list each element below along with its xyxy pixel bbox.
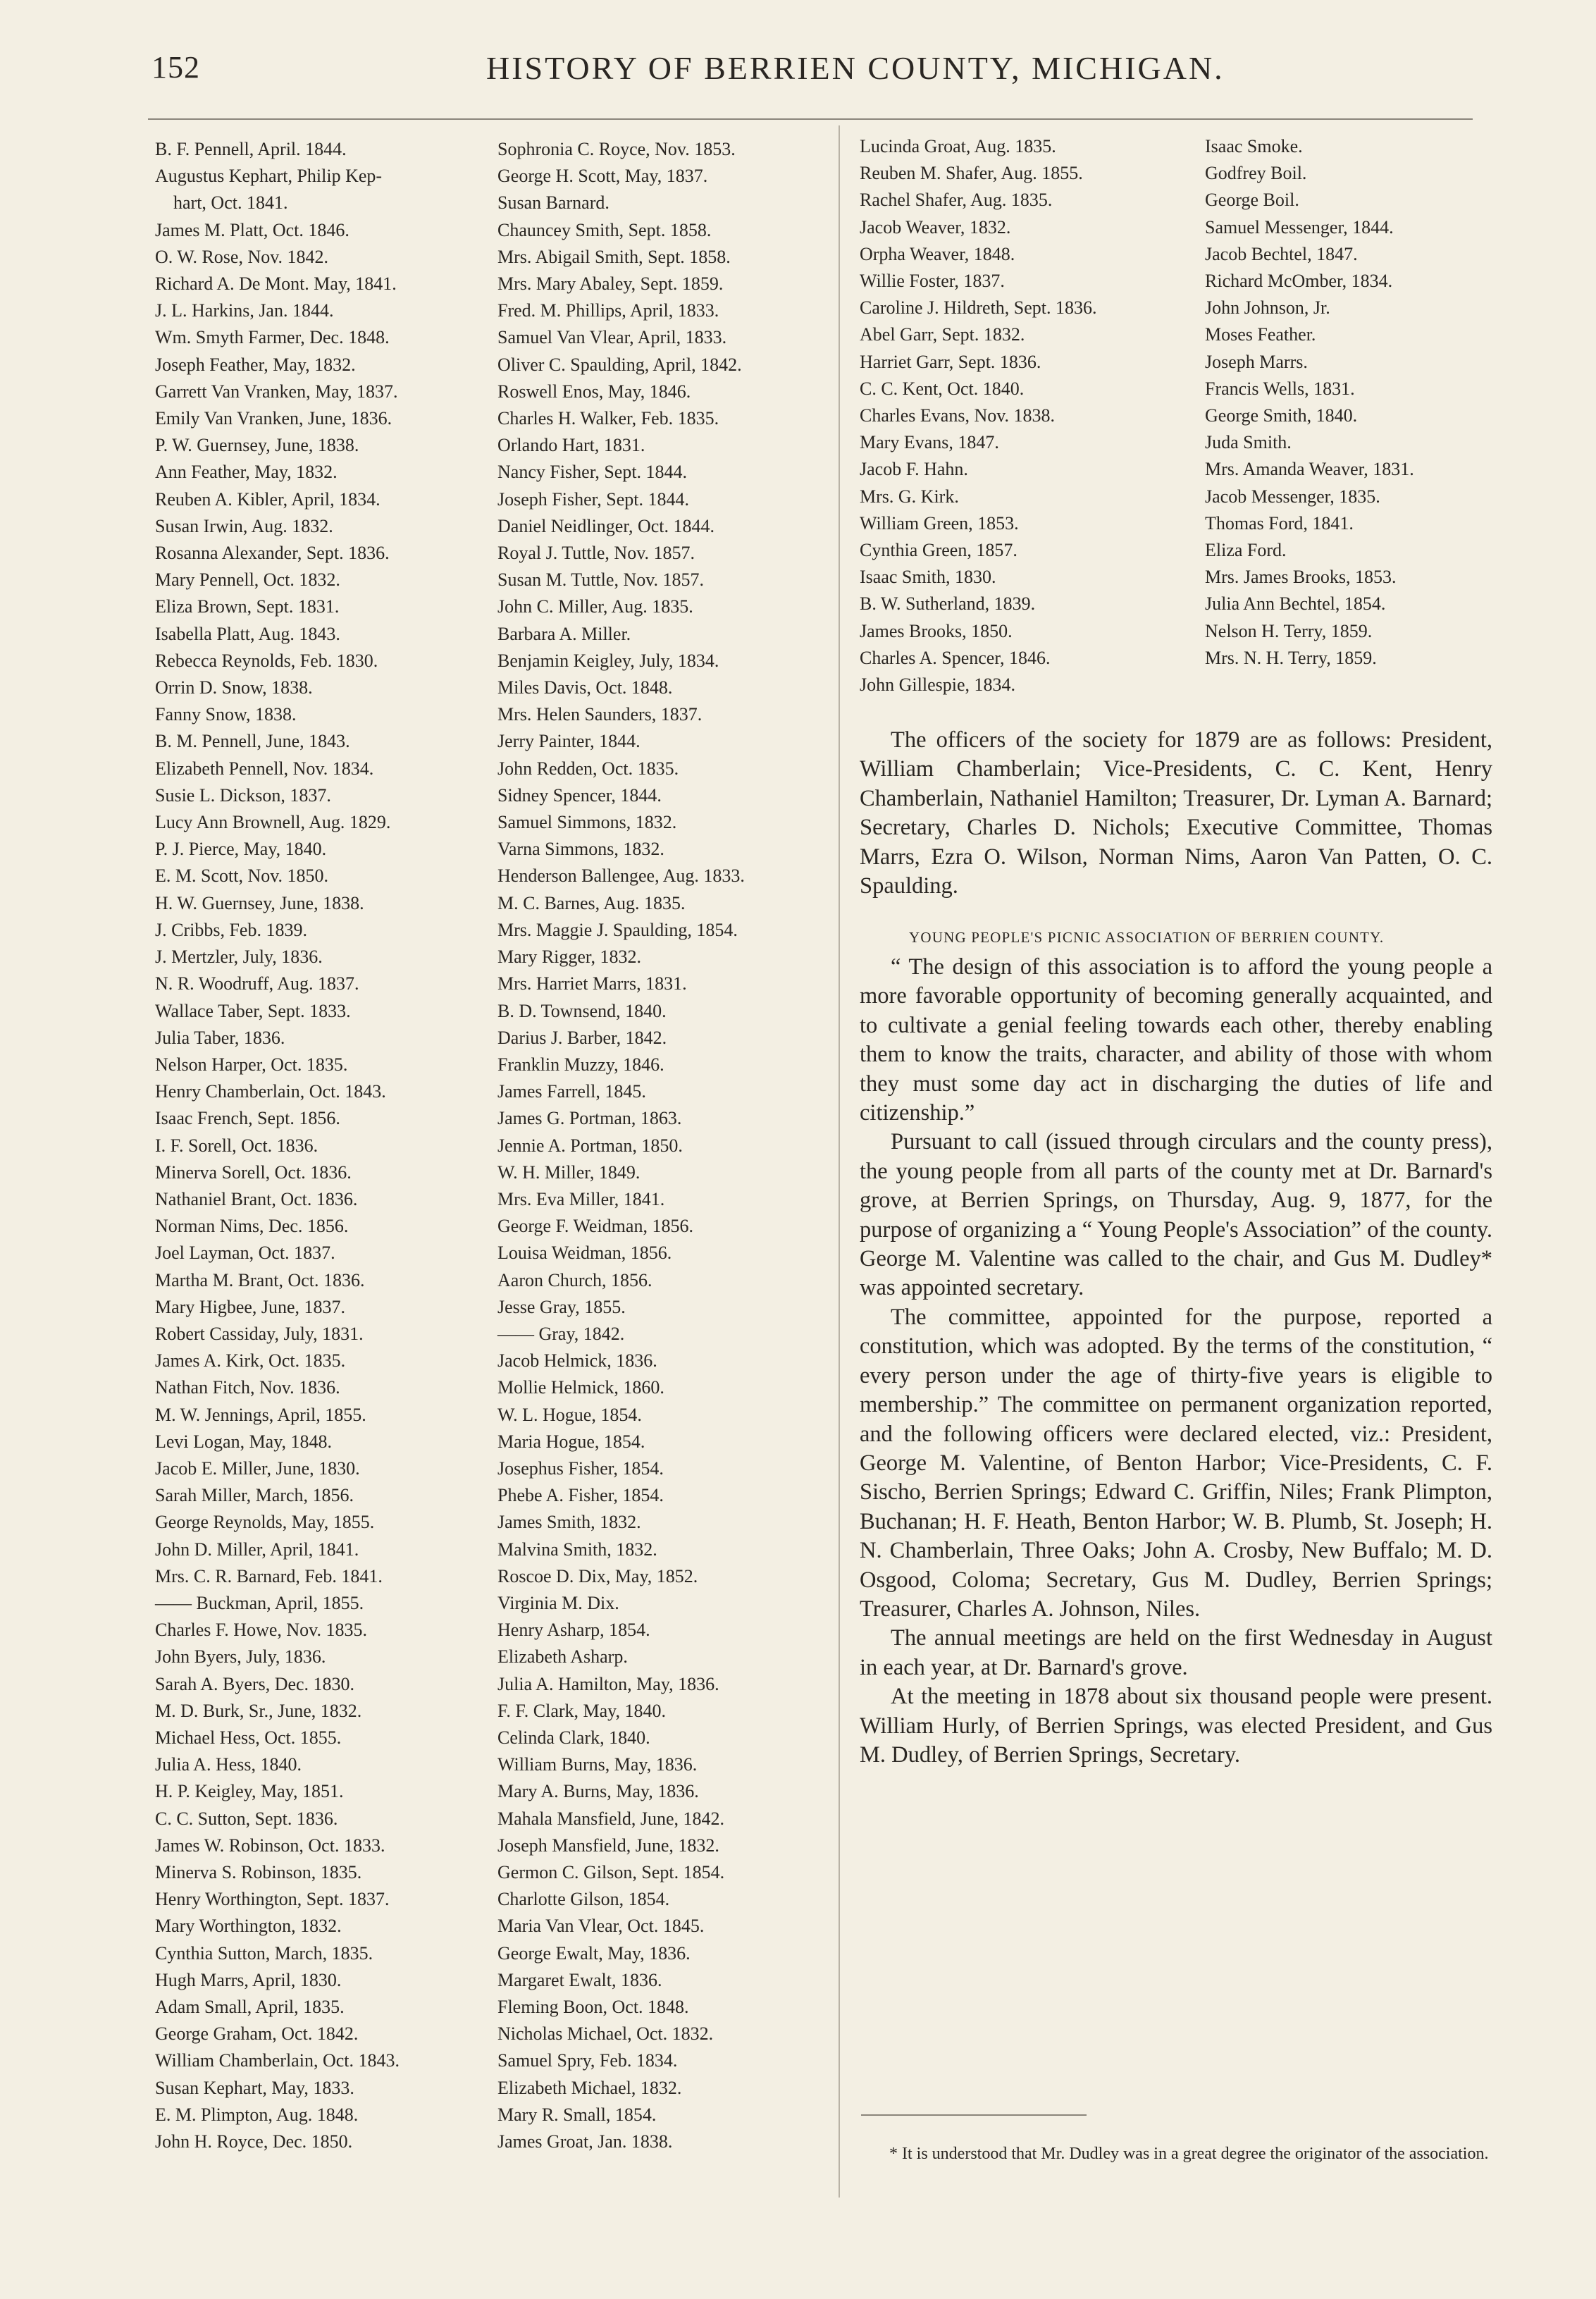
member-entry: Charles F. Howe, Nov. 1835. bbox=[155, 1620, 367, 1641]
member-entry: Nathaniel Brant, Oct. 1836. bbox=[155, 1188, 358, 1209]
section-heading: YOUNG PEOPLE'S PICNIC ASSOCIATION OF BERRIEN COUNTY. bbox=[909, 929, 1385, 946]
member-entry: W. H. Miller, 1849. bbox=[497, 1161, 641, 1183]
member-entry: Harriet Garr, Sept. 1836. bbox=[860, 351, 1041, 372]
member-entry: James G. Portman, 1863. bbox=[497, 1108, 682, 1129]
member-entry: E. M. Plimpton, Aug. 1848. bbox=[155, 2104, 359, 2125]
member-entry: Joseph Fisher, Sept. 1844. bbox=[497, 488, 689, 510]
member-entry: O. W. Rose, Nov. 1842. bbox=[155, 246, 329, 267]
member-entry: Sarah Miller, March, 1856. bbox=[155, 1485, 354, 1506]
member-entry: Sarah A. Byers, Dec. 1830. bbox=[155, 1673, 355, 1694]
member-entry: Germon C. Gilson, Sept. 1854. bbox=[497, 1862, 725, 1882]
member-entry: W. L. Hogue, 1854. bbox=[497, 1404, 642, 1425]
member-entry: Elizabeth Asharp. bbox=[497, 1646, 628, 1668]
member-entry: Aaron Church, 1856. bbox=[497, 1269, 652, 1290]
member-list-column-3 bbox=[860, 133, 1097, 698]
member-entry: James Farrell, 1845. bbox=[497, 1081, 646, 1102]
member-entry: Maria Hogue, 1854. bbox=[497, 1431, 645, 1452]
member-entry: H. W. Guernsey, June, 1838. bbox=[155, 892, 364, 913]
member-entry: John Redden, Oct. 1835. bbox=[497, 758, 679, 779]
member-entry: William Green, 1853. bbox=[860, 512, 1019, 534]
member-entry: Reuben M. Shafer, Aug. 1855. bbox=[860, 163, 1083, 184]
member-entry: Orrin D. Snow, 1838. bbox=[155, 677, 313, 698]
member-entry: Jacob Bechtel, 1847. bbox=[1205, 243, 1358, 264]
member-entry: George Reynolds, May, 1855. bbox=[155, 1512, 375, 1533]
member-entry: Mary Worthington, 1832. bbox=[155, 1916, 342, 1937]
member-entry: Godfrey Boil. bbox=[1205, 163, 1307, 184]
member-entry: John H. Royce, Dec. 1850. bbox=[155, 2131, 353, 2152]
member-entry: Mrs. James Brooks, 1853. bbox=[1205, 567, 1397, 588]
member-entry: B. F. Pennell, April. 1844. bbox=[155, 139, 347, 159]
member-entry: Mary A. Burns, May, 1836. bbox=[497, 1781, 699, 1802]
running-head: HISTORY OF BERRIEN COUNTY, MICHIGAN. bbox=[486, 50, 1225, 86]
member-entry: Jennie A. Portman, 1850. bbox=[497, 1135, 683, 1156]
member-entry: Jacob Weaver, 1832. bbox=[860, 216, 1011, 238]
member-entry: George F. Weidman, 1856. bbox=[497, 1216, 693, 1237]
member-entry: J. Mertzler, July, 1836. bbox=[155, 947, 323, 968]
member-entry: N. R. Woodruff, Aug. 1837. bbox=[155, 973, 359, 994]
member-entry: Joseph Mansfield, June, 1832. bbox=[497, 1835, 719, 1856]
member-entry: Abel Garr, Sept. 1832. bbox=[860, 324, 1025, 345]
member-entry: Robert Cassiday, July, 1831. bbox=[155, 1323, 364, 1344]
footnote bbox=[861, 2141, 1492, 2167]
member-list-column-1 bbox=[155, 136, 400, 2155]
member-entry: Reuben A. Kibler, April, 1834. bbox=[155, 488, 381, 510]
member-entry: Samuel Van Vlear, April, 1833. bbox=[497, 327, 727, 348]
member-entry: James Brooks, 1850. bbox=[860, 620, 1013, 641]
paragraph: At the meeting in 1878 about six thousand people were present. William Hurly, of Berrien Springs, was elected President, and Gus M. Dudley, of Berrien Springs, Secretary. bbox=[860, 1684, 1492, 1768]
member-entry: Mrs. G. Kirk. bbox=[860, 486, 959, 507]
member-entry: C. C. Sutton, Sept. 1836. bbox=[155, 1808, 338, 1829]
member-entry: Daniel Neidlinger, Oct. 1844. bbox=[497, 515, 715, 536]
member-entry: Jerry Painter, 1844. bbox=[497, 731, 641, 752]
member-entry: Barbara A. Miller. bbox=[497, 623, 631, 644]
member-entry: John Gillespie, 1834. bbox=[860, 674, 1015, 696]
association-text bbox=[860, 953, 1492, 1770]
member-entry: Augustus Kephart, Philip Kep- bbox=[155, 166, 383, 187]
member-entry: Sophronia C. Royce, Nov. 1853. bbox=[497, 139, 736, 159]
member-entry: Adam Small, April, 1835. bbox=[155, 1997, 345, 2018]
member-entry: Jacob E. Miller, June, 1830. bbox=[155, 1457, 360, 1479]
paragraph: Pursuant to call (issued through circulars and the county press), the young people from all parts of the county met at Dr. Barnard's grove, at Berrien Springs, on Thursday, Aug. 9, 1877, for the purpose of organizing a “ Young People's Association” of the county. George M. Valentine was called to the chair, and Gus M. Dudley* was appointed secretary. bbox=[860, 1129, 1492, 1301]
member-entry: James Smith, 1832. bbox=[497, 1512, 641, 1533]
member-entry: Virginia M. Dix. bbox=[497, 1592, 619, 1613]
member-entry: Cynthia Sutton, March, 1835. bbox=[155, 1942, 373, 1964]
member-entry: Francis Wells, 1831. bbox=[1205, 378, 1355, 399]
member-entry: Nancy Fisher, Sept. 1844. bbox=[497, 462, 688, 483]
member-entry: Henry Worthington, Sept. 1837. bbox=[155, 1889, 390, 1910]
member-entry: Juda Smith. bbox=[1205, 432, 1292, 453]
member-entry: Fred. M. Phillips, April, 1833. bbox=[497, 300, 719, 321]
member-entry: Henderson Ballengee, Aug. 1833. bbox=[497, 865, 745, 887]
member-entry: J. L. Harkins, Jan. 1844. bbox=[155, 300, 334, 321]
member-entry: —— Gray, 1842. bbox=[497, 1323, 625, 1344]
member-entry: Caroline J. Hildreth, Sept. 1836. bbox=[860, 297, 1097, 319]
member-entry: John C. Miller, Aug. 1835. bbox=[497, 596, 693, 617]
member-entry: Elizabeth Pennell, Nov. 1834. bbox=[155, 758, 374, 779]
member-entry: Malvina Smith, 1832. bbox=[497, 1539, 657, 1560]
member-entry: P. W. Guernsey, June, 1838. bbox=[155, 435, 359, 456]
member-entry: Hugh Marrs, April, 1830. bbox=[155, 1969, 342, 1990]
member-entry: Isaac French, Sept. 1856. bbox=[155, 1108, 340, 1129]
member-entry: Moses Feather. bbox=[1205, 324, 1316, 345]
member-entry: Julia Ann Bechtel, 1854. bbox=[1205, 593, 1386, 615]
member-entry: Minerva S. Robinson, 1835. bbox=[155, 1862, 362, 1882]
member-entry: Mrs. Eva Miller, 1841. bbox=[497, 1188, 665, 1209]
member-entry: Susan Irwin, Aug. 1832. bbox=[155, 515, 333, 536]
member-entry: Charlotte Gilson, 1854. bbox=[497, 1889, 670, 1910]
member-entry: Fanny Snow, 1838. bbox=[155, 704, 297, 725]
member-entry: Nicholas Michael, Oct. 1832. bbox=[497, 2023, 714, 2045]
member-entry: Mrs. C. R. Barnard, Feb. 1841. bbox=[155, 1565, 383, 1586]
member-entry: James M. Platt, Oct. 1846. bbox=[155, 219, 349, 240]
member-entry: Michael Hess, Oct. 1855. bbox=[155, 1727, 342, 1748]
paragraph: “ The design of this association is to afford the young people a more favorable opportunity of becoming generally acquainted, and to cultivate a genial feeling towards each other, thereby enabling them to know the traits, character, and ability of those with whom they must some day act in discharging the duties of life and citizenship.” bbox=[860, 954, 1492, 1126]
member-entry: Rosanna Alexander, Sept. 1836. bbox=[155, 543, 390, 564]
member-entry: Samuel Simmons, 1832. bbox=[497, 812, 677, 833]
member-entry: Emily Van Vranken, June, 1836. bbox=[155, 408, 392, 429]
paragraph: The annual meetings are held on the first Wednesday in August in each year, at Dr. Barnard's grove. bbox=[860, 1625, 1492, 1680]
member-entry: Norman Nims, Dec. 1856. bbox=[155, 1216, 349, 1237]
member-entry: Isaac Smith, 1830. bbox=[860, 567, 996, 588]
member-entry: Nathan Fitch, Nov. 1836. bbox=[155, 1377, 340, 1398]
member-entry: J. Cribbs, Feb. 1839. bbox=[155, 919, 307, 940]
member-entry: Joseph Marrs. bbox=[1205, 351, 1308, 372]
member-entry: Mrs. Harriet Marrs, 1831. bbox=[497, 973, 687, 994]
member-entry: Jacob F. Hahn. bbox=[860, 459, 968, 480]
member-entry: Richard McOmber, 1834. bbox=[1205, 271, 1393, 292]
member-entry: Benjamin Keigley, July, 1834. bbox=[497, 650, 719, 671]
member-entry: Franklin Muzzy, 1846. bbox=[497, 1054, 664, 1075]
member-entry: Henry Asharp, 1854. bbox=[497, 1620, 650, 1641]
member-entry: Oliver C. Spaulding, April, 1842. bbox=[497, 354, 742, 375]
member-entry: William Chamberlain, Oct. 1843. bbox=[155, 2050, 400, 2071]
member-entry: George Ewalt, May, 1836. bbox=[497, 1942, 691, 1964]
member-entry: Mary Pennell, Oct. 1832. bbox=[155, 569, 340, 591]
member-entry: Susan Barnard. bbox=[497, 192, 610, 214]
member-entry: Mary Rigger, 1832. bbox=[497, 947, 642, 968]
member-entry: M. C. Barnes, Aug. 1835. bbox=[497, 892, 686, 913]
member-entry: Cynthia Green, 1857. bbox=[860, 540, 1017, 561]
member-entry: Samuel Spry, Feb. 1834. bbox=[497, 2050, 678, 2071]
member-entry: F. F. Clark, May, 1840. bbox=[497, 1700, 666, 1721]
member-entry: Orpha Weaver, 1848. bbox=[860, 243, 1015, 264]
member-list-column-2 bbox=[497, 136, 745, 2155]
member-entry: Mollie Helmick, 1860. bbox=[497, 1377, 664, 1398]
member-entry: John Byers, July, 1836. bbox=[155, 1646, 326, 1668]
member-entry: Eliza Ford. bbox=[1205, 540, 1287, 561]
member-entry: Jesse Gray, 1855. bbox=[497, 1296, 626, 1317]
member-entry: James A. Kirk, Oct. 1835. bbox=[155, 1350, 346, 1372]
member-entry: William Burns, May, 1836. bbox=[497, 1754, 698, 1775]
member-entry: Nelson H. Terry, 1859. bbox=[1205, 620, 1373, 641]
member-entry: Phebe A. Fisher, 1854. bbox=[497, 1485, 664, 1506]
member-entry: Rachel Shafer, Aug. 1835. bbox=[860, 190, 1053, 211]
member-entry: Wallace Taber, Sept. 1833. bbox=[155, 1000, 351, 1021]
member-entry: George Smith, 1840. bbox=[1205, 405, 1358, 426]
member-entry: Louisa Weidman, 1856. bbox=[497, 1243, 672, 1264]
member-entry: P. J. Pierce, May, 1840. bbox=[155, 839, 327, 860]
member-entry: Miles Davis, Oct. 1848. bbox=[497, 677, 673, 698]
member-entry: Sidney Spencer, 1844. bbox=[497, 784, 662, 806]
member-entry: hart, Oct. 1841. bbox=[173, 192, 288, 214]
member-entry: Nelson Harper, Oct. 1835. bbox=[155, 1054, 348, 1075]
member-entry: Eliza Brown, Sept. 1831. bbox=[155, 596, 340, 617]
member-entry: E. M. Scott, Nov. 1850. bbox=[155, 865, 329, 887]
member-entry: Royal J. Tuttle, Nov. 1857. bbox=[497, 543, 695, 564]
member-entry: Varna Simmons, 1832. bbox=[497, 839, 664, 860]
member-entry: B. D. Townsend, 1840. bbox=[497, 1000, 667, 1021]
member-entry: Henry Chamberlain, Oct. 1843. bbox=[155, 1081, 386, 1102]
member-entry: Mrs. Amanda Weaver, 1831. bbox=[1205, 459, 1414, 480]
member-entry: George Graham, Oct. 1842. bbox=[155, 2023, 359, 2045]
member-entry: Thomas Ford, 1841. bbox=[1205, 512, 1354, 534]
member-entry: Mrs. Abigail Smith, Sept. 1858. bbox=[497, 246, 731, 267]
member-entry: Julia A. Hamilton, May, 1836. bbox=[497, 1673, 719, 1694]
member-entry: Mary R. Small, 1854. bbox=[497, 2104, 657, 2125]
member-entry: Fleming Boon, Oct. 1848. bbox=[497, 1997, 689, 2018]
member-entry: Margaret Ewalt, 1836. bbox=[497, 1969, 662, 1990]
member-entry: Wm. Smyth Farmer, Dec. 1848. bbox=[155, 327, 390, 348]
member-entry: Jacob Helmick, 1836. bbox=[497, 1350, 657, 1372]
member-entry: Darius J. Barber, 1842. bbox=[497, 1027, 667, 1048]
member-entry: Rebecca Reynolds, Feb. 1830. bbox=[155, 650, 378, 671]
member-entry: Josephus Fisher, 1854. bbox=[497, 1457, 664, 1479]
member-entry: Mary Evans, 1847. bbox=[860, 432, 999, 453]
member-entry: Lucy Ann Brownell, Aug. 1829. bbox=[155, 812, 391, 833]
member-entry: Mrs. Maggie J. Spaulding, 1854. bbox=[497, 919, 738, 940]
member-entry: Minerva Sorell, Oct. 1836. bbox=[155, 1161, 352, 1183]
member-entry: H. P. Keigley, May, 1851. bbox=[155, 1781, 344, 1802]
member-entry: Susan Kephart, May, 1833. bbox=[155, 2077, 354, 2098]
member-entry: Isaac Smoke. bbox=[1205, 136, 1303, 156]
member-entry: Samuel Messenger, 1844. bbox=[1205, 216, 1394, 238]
member-entry: Roscoe D. Dix, May, 1852. bbox=[497, 1565, 698, 1586]
member-entry: George Boil. bbox=[1205, 190, 1299, 211]
member-entry: James W. Robinson, Oct. 1833. bbox=[155, 1835, 385, 1856]
column-divider bbox=[839, 125, 840, 2198]
member-entry: Mahala Mansfield, June, 1842. bbox=[497, 1808, 725, 1829]
member-entry: —— Buckman, April, 1855. bbox=[155, 1592, 364, 1613]
member-entry: Joseph Feather, May, 1832. bbox=[155, 354, 356, 375]
member-entry: Elizabeth Michael, 1832. bbox=[497, 2077, 682, 2098]
member-entry: Ann Feather, May, 1832. bbox=[155, 462, 338, 483]
member-entry: Roswell Enos, May, 1846. bbox=[497, 381, 691, 402]
member-entry: Mrs. Mary Abaley, Sept. 1859. bbox=[497, 273, 724, 295]
footnote-rule bbox=[861, 2114, 1087, 2116]
member-entry: James Groat, Jan. 1838. bbox=[497, 2131, 673, 2152]
member-entry: Charles Evans, Nov. 1838. bbox=[860, 405, 1056, 426]
member-entry: M. W. Jennings, April, 1855. bbox=[155, 1404, 366, 1425]
member-entry: C. C. Kent, Oct. 1840. bbox=[860, 378, 1025, 399]
member-entry: Julia Taber, 1836. bbox=[155, 1027, 285, 1048]
member-entry: Mrs. Helen Saunders, 1837. bbox=[497, 704, 703, 725]
officers-paragraph: The officers of the society for 1879 are as follows: President, William Chamberlain; Vice-Presidents, C. C. Kent, Henry Chamberlain, Nathaniel Hamilton; Treasurer, Dr. Lyman A. Barnard; Secretary, Charles D. Nichols; Executive Committee, Thomas Marrs, Ezra O. Wilson, Norman Nims, Aaron Van Patten, O. C. Spaulding. bbox=[860, 727, 1492, 899]
member-entry: M. D. Burk, Sr., June, 1832. bbox=[155, 1700, 362, 1721]
member-entry: Maria Van Vlear, Oct. 1845. bbox=[497, 1916, 705, 1937]
member-entry: Orlando Hart, 1831. bbox=[497, 435, 645, 456]
member-entry: Richard A. De Mont. May, 1841. bbox=[155, 273, 397, 295]
member-entry: Willie Foster, 1837. bbox=[860, 271, 1005, 292]
member-entry: Garrett Van Vranken, May, 1837. bbox=[155, 381, 398, 402]
member-entry: B. M. Pennell, June, 1843. bbox=[155, 731, 350, 752]
member-entry: Susan M. Tuttle, Nov. 1857. bbox=[497, 569, 705, 591]
member-entry: Mary Higbee, June, 1837. bbox=[155, 1296, 346, 1317]
member-entry: John Johnson, Jr. bbox=[1205, 297, 1330, 319]
member-entry: Lucinda Groat, Aug. 1835. bbox=[860, 136, 1056, 156]
member-entry: Martha M. Brant, Oct. 1836. bbox=[155, 1269, 365, 1290]
member-entry: Charles A. Spencer, 1846. bbox=[860, 647, 1051, 668]
footnote-text: * It is understood that Mr. Dudley was in a great degree the originator of the association. bbox=[889, 2145, 1489, 2163]
member-entry: Susie L. Dickson, 1837. bbox=[155, 784, 331, 806]
member-entry: Julia A. Hess, 1840. bbox=[155, 1754, 302, 1775]
member-entry: Charles H. Walker, Feb. 1835. bbox=[497, 408, 719, 429]
member-entry: Levi Logan, May, 1848. bbox=[155, 1431, 333, 1452]
member-entry: John D. Miller, April, 1841. bbox=[155, 1539, 359, 1560]
member-entry: Jacob Messenger, 1835. bbox=[1205, 486, 1380, 507]
member-entry: Celinda Clark, 1840. bbox=[497, 1727, 650, 1748]
member-entry: Chauncey Smith, Sept. 1858. bbox=[497, 219, 712, 240]
member-entry: George H. Scott, May, 1837. bbox=[497, 166, 708, 187]
member-list-column-4 bbox=[1205, 133, 1414, 672]
member-entry: Joel Layman, Oct. 1837. bbox=[155, 1243, 335, 1264]
member-entry: Isabella Platt, Aug. 1843. bbox=[155, 623, 340, 644]
officers-section bbox=[860, 726, 1492, 901]
member-entry: I. F. Sorell, Oct. 1836. bbox=[155, 1135, 318, 1156]
header-rule bbox=[148, 118, 1473, 120]
member-entry: B. W. Sutherland, 1839. bbox=[860, 593, 1036, 615]
paragraph: The committee, appointed for the purpose, reported a constitution, which was adopted. By the terms of the constitution, “ every person under the age of thirty-five years is eligible to membership.” The committee on permanent organization reported, and the following officers were declared elected, viz.: President, George M. Valentine, of Benton Harbor; Vice-Presidents, C. F. Sischo, Berrien Springs; Edward C. Griffin, Niles; Frank Plimpton, Buchanan; H. F. Heath, Benton Harbor; W. B. Plumb, St. Joseph; H. N. Chamberlain, Three Oaks; John A. Crosby, New Buffalo; M. D. Osgood, Coloma; Secretary, Gus M. Dudley, Berrien Springs; Treasurer, Charles A. Johnson, Niles. bbox=[860, 1304, 1492, 1622]
page-number: 152 bbox=[151, 50, 200, 85]
member-entry: Mrs. N. H. Terry, 1859. bbox=[1205, 647, 1377, 668]
